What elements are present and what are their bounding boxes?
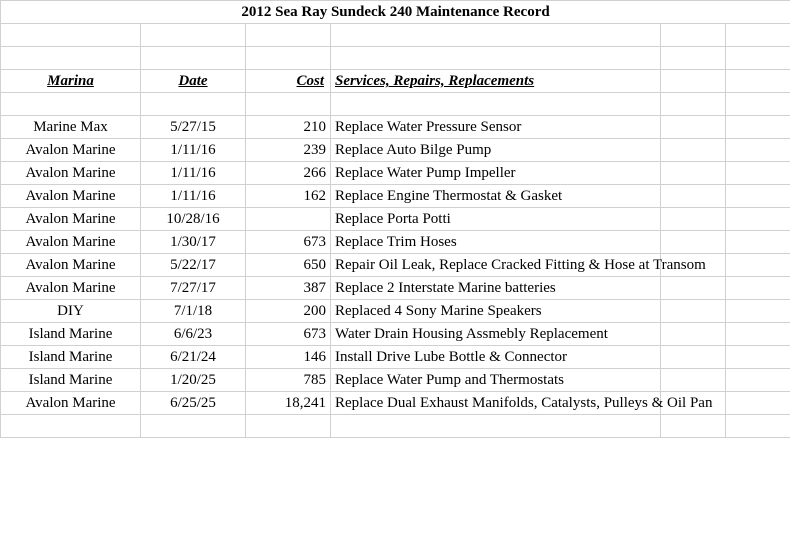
empty-cell — [141, 415, 246, 438]
empty-cell — [726, 254, 791, 277]
description-text: Replace Water Pump Impeller — [335, 165, 516, 181]
empty-cell — [331, 93, 661, 116]
cell-description[interactable] — [331, 162, 661, 185]
empty-cell — [661, 415, 726, 438]
table-body — [1, 1, 791, 438]
column-header-date: Date — [141, 70, 246, 93]
empty-cell — [661, 24, 726, 47]
description-text: Replace Dual Exhaust Manifolds, Catalysts, Pulleys & Oil Pan — [335, 395, 713, 411]
empty-cell — [1, 47, 141, 70]
cell-description[interactable] — [331, 392, 713, 415]
empty-cell — [1, 24, 141, 47]
cell-description[interactable] — [331, 346, 661, 369]
cell-description[interactable] — [331, 139, 661, 162]
empty-cell — [726, 162, 791, 185]
description-text: Replace Trim Hoses — [335, 234, 457, 250]
table-row[interactable] — [1, 300, 791, 323]
cell-cost[interactable]: 18,241 — [246, 392, 331, 415]
table-row[interactable] — [1, 139, 791, 162]
empty-cell — [661, 70, 726, 93]
empty-cell — [141, 47, 246, 70]
cell-cost[interactable]: 266 — [246, 162, 331, 185]
empty-cell — [661, 346, 726, 369]
empty-cell — [661, 323, 726, 346]
table-row[interactable] — [1, 392, 791, 415]
empty-cell — [331, 47, 661, 70]
cell-marina[interactable]: Avalon Marine — [1, 139, 141, 162]
blank-row — [1, 47, 791, 70]
cell-cost[interactable]: 239 — [246, 139, 331, 162]
cell-marina[interactable]: Avalon Marine — [1, 185, 141, 208]
empty-cell — [726, 300, 791, 323]
empty-cell — [726, 185, 791, 208]
empty-cell — [726, 70, 791, 93]
empty-cell — [1, 93, 141, 116]
empty-cell — [661, 208, 726, 231]
description-text: Replace Water Pump and Thermostats — [335, 372, 565, 388]
empty-cell — [661, 369, 726, 392]
cell-date[interactable]: 1/11/16 — [141, 162, 246, 185]
empty-cell — [246, 47, 331, 70]
sheet-right-margin — [790, 0, 800, 533]
empty-cell — [661, 47, 726, 70]
blank-row — [1, 24, 791, 47]
empty-cell — [661, 116, 726, 139]
document-title: 2012 Sea Ray Sundeck 240 Maintenance Record — [1, 1, 791, 24]
column-header-cost: Cost — [246, 70, 331, 93]
table-row[interactable] — [1, 277, 791, 300]
table-row[interactable] — [1, 346, 791, 369]
cell-date[interactable]: 1/30/17 — [141, 231, 246, 254]
table-row[interactable] — [1, 323, 791, 346]
cell-cost[interactable]: 673 — [246, 323, 331, 346]
description-text: Replace Engine Thermostat & Gasket — [335, 188, 563, 204]
empty-cell — [726, 369, 791, 392]
empty-cell — [726, 277, 791, 300]
cell-date[interactable]: 5/27/15 — [141, 116, 246, 139]
cell-marina[interactable]: Avalon Marine — [1, 392, 141, 415]
cell-cost[interactable]: 650 — [246, 254, 331, 277]
cell-marina[interactable]: Island Marine — [1, 323, 141, 346]
cell-date[interactable]: 6/6/23 — [141, 323, 246, 346]
cell-date[interactable]: 6/21/24 — [141, 346, 246, 369]
cell-marina[interactable]: Island Marine — [1, 369, 141, 392]
cell-cost[interactable] — [246, 208, 331, 231]
cell-cost[interactable]: 210 — [246, 116, 331, 139]
cell-cost[interactable]: 146 — [246, 346, 331, 369]
description-text: Replace Auto Bilge Pump — [335, 142, 492, 158]
table-row[interactable] — [1, 254, 791, 277]
table-row[interactable] — [1, 208, 791, 231]
column-header-description: Services, Repairs, Replacements — [331, 70, 661, 93]
empty-cell — [661, 277, 726, 300]
empty-cell — [726, 208, 791, 231]
empty-cell — [726, 139, 791, 162]
cell-date[interactable]: 6/25/25 — [141, 392, 246, 415]
empty-cell — [661, 185, 726, 208]
cell-marina[interactable]: DIY — [1, 300, 141, 323]
cell-description[interactable] — [331, 323, 661, 346]
description-text: Replace 2 Interstate Marine batteries — [335, 280, 556, 296]
cell-date[interactable]: 10/28/16 — [141, 208, 246, 231]
description-text: Replace Porta Potti — [335, 211, 451, 227]
description-text: Water Drain Housing Assmebly Replacement — [335, 326, 608, 342]
cell-date[interactable]: 7/27/17 — [141, 277, 246, 300]
empty-cell — [661, 162, 726, 185]
empty-cell — [726, 47, 791, 70]
cell-description[interactable] — [331, 231, 661, 254]
cell-marina[interactable]: Island Marine — [1, 346, 141, 369]
empty-cell — [726, 392, 791, 415]
table-row[interactable] — [1, 369, 791, 392]
empty-cell — [726, 415, 791, 438]
description-text: Repair Oil Leak, Replace Cracked Fitting & Hose at Transom — [335, 257, 706, 273]
cell-description[interactable] — [331, 254, 706, 277]
cell-description[interactable] — [331, 369, 661, 392]
cell-date[interactable]: 1/11/16 — [141, 185, 246, 208]
empty-cell — [246, 415, 331, 438]
empty-cell — [726, 323, 791, 346]
empty-cell — [246, 93, 331, 116]
empty-cell — [661, 300, 726, 323]
empty-cell — [661, 93, 726, 116]
empty-cell — [726, 346, 791, 369]
cell-marina[interactable]: Avalon Marine — [1, 208, 141, 231]
cell-date[interactable]: 7/1/18 — [141, 300, 246, 323]
table-row[interactable] — [1, 185, 791, 208]
table-header-row — [1, 70, 791, 93]
empty-cell — [726, 24, 791, 47]
blank-row — [1, 93, 791, 116]
title-row — [1, 1, 791, 24]
cell-marina[interactable]: Marine Max — [1, 116, 141, 139]
cell-date[interactable]: 1/20/25 — [141, 369, 246, 392]
cell-marina[interactable]: Avalon Marine — [1, 277, 141, 300]
empty-cell — [726, 116, 791, 139]
cell-marina[interactable]: Avalon Marine — [1, 162, 141, 185]
empty-cell — [331, 24, 661, 47]
empty-cell — [661, 231, 726, 254]
cell-cost[interactable]: 200 — [246, 300, 331, 323]
blank-row — [1, 415, 791, 438]
cell-date[interactable]: 5/22/17 — [141, 254, 246, 277]
cell-cost[interactable]: 785 — [246, 369, 331, 392]
sheet-bottom-margin — [0, 475, 800, 533]
cell-marina[interactable]: Avalon Marine — [1, 254, 141, 277]
column-header-marina: Marina — [1, 70, 141, 93]
empty-cell — [246, 24, 331, 47]
empty-cell — [726, 93, 791, 116]
cell-description[interactable] — [331, 277, 661, 300]
cell-cost[interactable]: 162 — [246, 185, 331, 208]
cell-cost[interactable]: 673 — [246, 231, 331, 254]
cell-date[interactable]: 1/11/16 — [141, 139, 246, 162]
cell-description[interactable] — [331, 208, 661, 231]
table-row[interactable] — [1, 116, 791, 139]
description-text: Replaced 4 Sony Marine Speakers — [335, 303, 542, 319]
description-text: Install Drive Lube Bottle & Connector — [335, 349, 568, 365]
cell-marina[interactable]: Avalon Marine — [1, 231, 141, 254]
empty-cell — [726, 231, 791, 254]
cell-description[interactable] — [331, 116, 661, 139]
empty-cell — [661, 139, 726, 162]
cell-description[interactable] — [331, 185, 661, 208]
table-row[interactable] — [1, 162, 791, 185]
empty-cell — [141, 93, 246, 116]
empty-cell — [331, 415, 661, 438]
cell-cost[interactable]: 387 — [246, 277, 331, 300]
table-row[interactable] — [1, 231, 791, 254]
empty-cell — [141, 24, 246, 47]
cell-description[interactable] — [331, 300, 661, 323]
description-text: Replace Water Pressure Sensor — [335, 119, 522, 135]
empty-cell — [1, 415, 141, 438]
